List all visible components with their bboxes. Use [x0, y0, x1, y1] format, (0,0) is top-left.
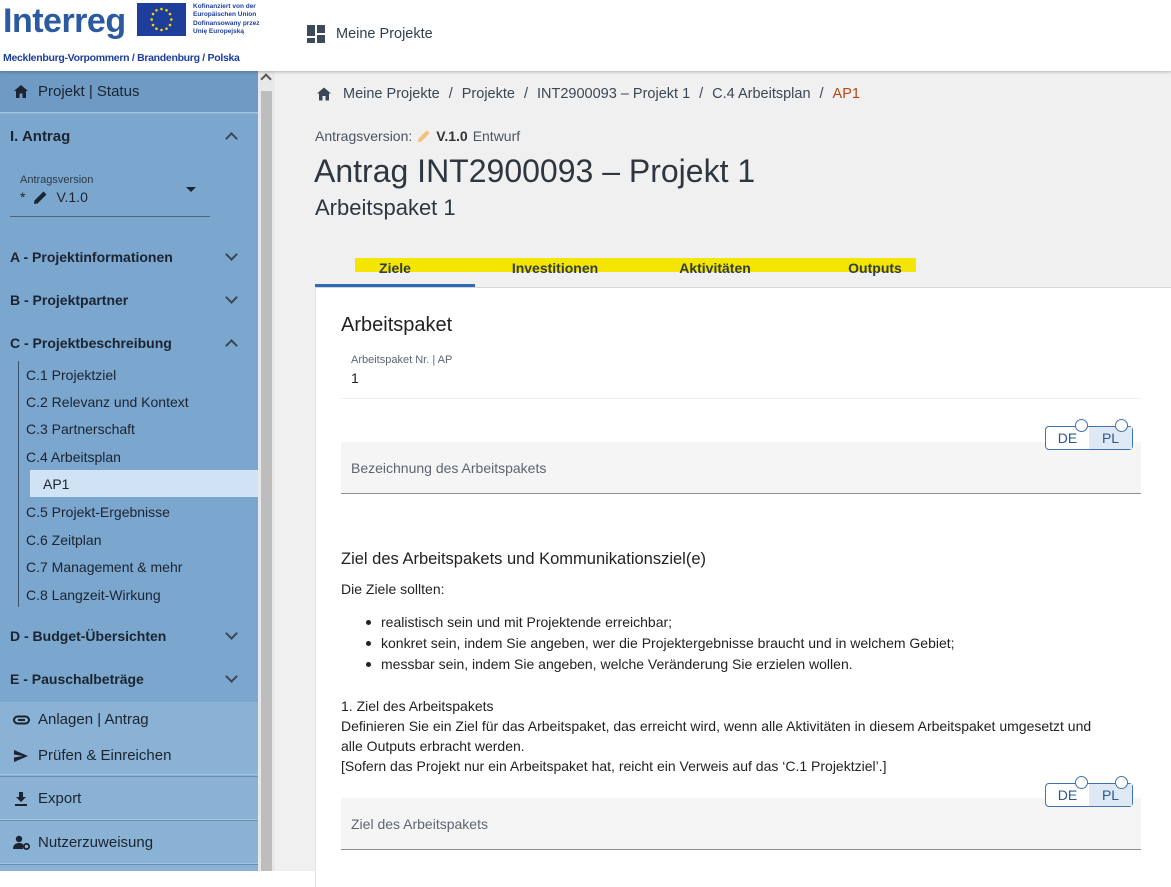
goal-text-line: [Sofern das Projekt nur ein Arbeitspaket hat, reicht ein Verweis auf das ‘C.1 Projektziel’.]: [341, 758, 887, 774]
version-select-label: Antragsversion: [20, 174, 94, 186]
sidebar-item-c2[interactable]: [0, 388, 258, 415]
breadcrumb-project[interactable]: INT2900093 – Projekt 1: [536, 86, 691, 102]
card-title: Arbeitspaket: [341, 314, 453, 336]
language-toggle[interactable]: [1045, 426, 1133, 450]
goal-heading: 1. Ziel des Arbeitspakets: [341, 698, 494, 714]
sidebar-item-label: C.8 Langzeit-Wirkung: [26, 586, 161, 603]
goal-section-title: Ziel des Arbeitspakets und Kommunikationsziel(e): [341, 550, 707, 568]
toggle-knob-icon: [1075, 776, 1088, 789]
chevron-down-icon: [225, 291, 238, 304]
sidebar-item-label: I. Antrag: [10, 127, 71, 145]
sidebar-item-c4[interactable]: [0, 443, 258, 470]
workpackage-name-field[interactable]: [341, 442, 1141, 494]
goal-text-line: alle Outputs erbracht werden.: [341, 738, 525, 754]
workpackage-card: [315, 287, 1171, 887]
pencil-icon: [33, 190, 48, 205]
chevron-down-icon: [225, 627, 238, 640]
version-status-label: Antragsversion:: [315, 128, 413, 144]
interreg-logo[interactable]: Interreg: [3, 2, 126, 40]
chevron-up-icon: [225, 339, 238, 352]
unsaved-marker: *: [20, 189, 26, 205]
field-divider: [341, 398, 1141, 399]
version-status-state: Entwurf: [472, 128, 521, 144]
lang-option-pl[interactable]: PL: [1089, 427, 1132, 449]
workpackage-name-placeholder: Bezeichnung des Arbeitspakets: [351, 460, 547, 476]
sidebar-item-d[interactable]: [0, 617, 258, 655]
scroll-up-arrow-icon[interactable]: [260, 73, 271, 84]
sidebar-item-label: D - Budget-Übersichten: [10, 628, 167, 644]
sidebar-item-label: B - Projektpartner: [10, 292, 129, 308]
goal-instructions: [341, 696, 1091, 776]
sidebar-item-c8[interactable]: [0, 581, 258, 608]
sidebar-item-label: Nutzerzuweisung: [38, 833, 154, 851]
scrollbar-thumb[interactable]: [261, 91, 272, 871]
sidebar-item-label: C - Projektbeschreibung: [10, 335, 172, 351]
list-item: realistisch sein und mit Projektende erreichbar;: [364, 612, 955, 633]
sidebar-item-anlagen[interactable]: [0, 702, 258, 737]
sidebar-item-antrag[interactable]: [0, 114, 258, 158]
sidebar-item-label: C.4 Arbeitsplan: [26, 448, 121, 465]
chevron-up-icon: [225, 132, 238, 145]
sidebar-divider: [0, 864, 258, 865]
lang-option-de[interactable]: DE: [1057, 787, 1078, 803]
eu-cofinancing-text: Kofinanziert von der Europäischen Union Dofinansowany przez Unię Europejską: [193, 3, 260, 35]
sidebar-item-label: Prüfen & Einreichen: [38, 747, 172, 764]
version-select-value: [20, 189, 88, 205]
sidebar-item-nutzer[interactable]: [0, 821, 258, 864]
sidebar-item-b[interactable]: [0, 281, 258, 319]
user-settings-icon: [12, 833, 30, 851]
nav-meine-projekte-label: Meine Projekte: [336, 26, 433, 42]
version-number: V.1.0: [56, 189, 88, 205]
sidebar-item-label: Anlagen | Antrag: [38, 711, 149, 728]
sidebar-item-label: C.5 Projekt-Ergebnisse: [26, 503, 170, 520]
sidebar: [0, 71, 258, 871]
toggle-knob-icon: [1075, 419, 1088, 432]
language-toggle[interactable]: [1045, 783, 1133, 807]
tab-label: Investitionen: [511, 260, 599, 276]
tab-label: Ziele: [379, 260, 411, 276]
breadcrumb-projekte[interactable]: Projekte: [461, 86, 515, 102]
goal-criteria-list: [364, 612, 955, 675]
version-select[interactable]: [10, 169, 210, 217]
sidebar-item-ap1[interactable]: [0, 470, 258, 497]
breadcrumb-separator: /: [448, 86, 453, 102]
nav-meine-projekte[interactable]: [307, 25, 433, 43]
eu-flag-icon: [137, 3, 186, 36]
sidebar-item-pruefen[interactable]: [0, 737, 258, 775]
home-icon[interactable]: [316, 86, 332, 102]
workpackage-nr-label: Arbeitspaket Nr. | AP: [351, 354, 453, 366]
sidebar-item-label: C.1 Projektziel: [26, 366, 117, 383]
attachment-icon: [12, 711, 30, 729]
sidebar-item-c[interactable]: [0, 324, 258, 362]
main-content: [275, 71, 1171, 871]
toggle-knob-icon: [1115, 419, 1128, 432]
sidebar-item-label: A - Projektinformationen: [10, 249, 173, 265]
version-status-number: V.1.0: [436, 128, 468, 144]
toggle-knob-icon: [1115, 776, 1128, 789]
sidebar-item-label: AP1: [43, 475, 70, 492]
list-item: konkret sein, indem Sie angeben, wer die Projektergebnisse braucht und in welchem Gebiet;: [364, 633, 955, 654]
breadcrumb-separator: /: [523, 86, 528, 102]
breadcrumb-separator: /: [819, 86, 824, 102]
breadcrumb: [316, 86, 860, 102]
sidebar-item-label: Projekt | Status: [38, 83, 140, 100]
chevron-down-icon: [225, 670, 238, 683]
breadcrumb-meine-projekte[interactable]: Meine Projekte: [343, 86, 440, 102]
sidebar-item-e[interactable]: [0, 660, 258, 698]
sidebar-item-label: C.3 Partnerschaft: [26, 420, 135, 437]
download-icon: [12, 789, 30, 807]
sidebar-item-label: C.6 Zeitplan: [26, 531, 102, 548]
chevron-down-icon: [225, 248, 238, 261]
sidebar-item-label: Export: [38, 789, 82, 807]
sidebar-item-a[interactable]: [0, 238, 258, 276]
workpackage-goal-field[interactable]: [341, 798, 1141, 850]
goal-text-line: Definieren Sie ein Ziel für das Arbeitspaket, das erreicht wird, wenn alle Aktivitäten in diesem Arbeitspaket umgesetzt und: [341, 718, 1092, 734]
tab-bar: [315, 251, 1171, 287]
workpackage-goal-placeholder: Ziel des Arbeitspakets: [351, 816, 488, 832]
page-title: Antrag INT2900093 – Projekt 1: [314, 153, 756, 189]
sidebar-item-export[interactable]: [0, 777, 258, 820]
region-name: Mecklenburg-Vorpommern / Brandenburg / Polska: [3, 52, 240, 64]
top-header: [0, 0, 1171, 71]
tab-label: Aktivitäten: [679, 260, 751, 276]
breadcrumb-current: AP1: [832, 86, 860, 102]
sidebar-item-label: C.2 Relevanz und Kontext: [26, 393, 189, 410]
sidebar-item-c1[interactable]: [0, 361, 258, 388]
dropdown-caret-icon: [186, 187, 196, 192]
sidebar-item-c6[interactable]: [0, 526, 258, 553]
sidebar-item-projekt-status[interactable]: [0, 71, 258, 113]
sidebar-item-c7[interactable]: [0, 553, 258, 580]
version-status: [315, 128, 520, 144]
page-subtitle: Arbeitspaket 1: [315, 195, 456, 220]
goal-intro: Die Ziele sollten:: [341, 581, 445, 597]
send-icon: [12, 747, 30, 765]
sidebar-item-c3[interactable]: [0, 415, 258, 442]
sidebar-scrollbar[interactable]: [258, 71, 275, 871]
home-icon: [12, 83, 30, 101]
tab-outputs[interactable]: [795, 251, 955, 285]
lang-option-pl[interactable]: PL: [1089, 784, 1132, 806]
breadcrumb-arbeitsplan[interactable]: C.4 Arbeitsplan: [712, 86, 811, 102]
sidebar-item-label: E - Pauschalbeträge: [10, 671, 144, 687]
breadcrumb-separator: /: [699, 86, 704, 102]
lang-option-de[interactable]: DE: [1057, 430, 1078, 446]
sidebar-item-c5[interactable]: [0, 498, 258, 525]
workpackage-nr-value: 1: [351, 370, 359, 386]
tab-aktivitaeten[interactable]: [635, 251, 795, 285]
tab-label: Outputs: [848, 260, 902, 276]
tab-ziele[interactable]: [315, 251, 475, 285]
list-item: messbar sein, indem Sie angeben, welche Veränderung Sie erzielen wollen.: [364, 654, 955, 675]
dashboard-grid-icon: [307, 25, 325, 43]
sidebar-item-label: C.7 Management & mehr: [26, 558, 183, 575]
pencil-icon: [417, 129, 431, 143]
tab-investitionen[interactable]: [475, 251, 635, 285]
